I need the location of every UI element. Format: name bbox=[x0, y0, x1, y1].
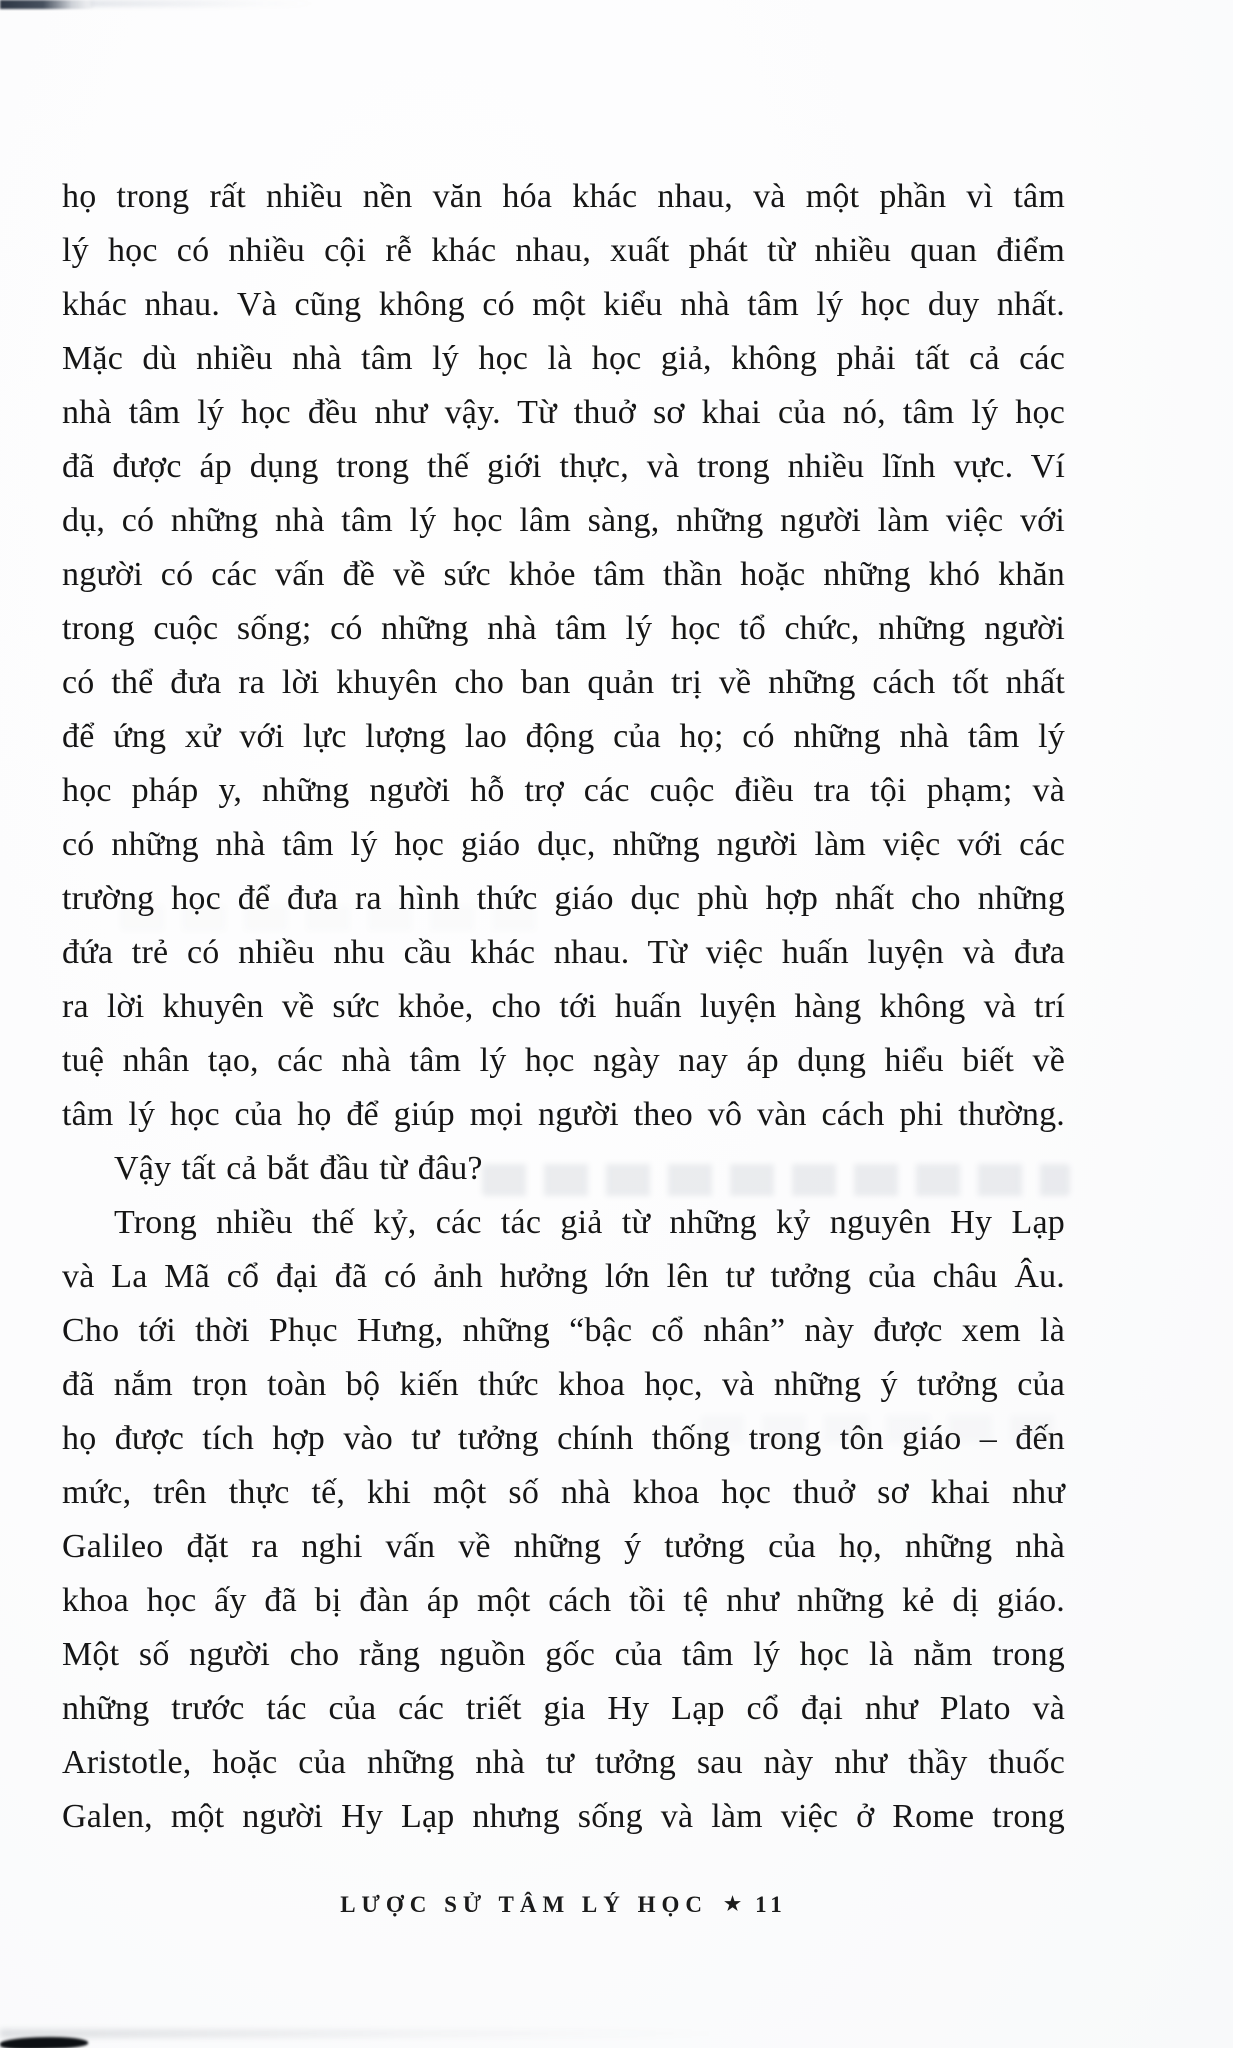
text-line: tuệ nhân tạo, các nhà tâm lý học ngày nay áp dụng hiểu biết về bbox=[62, 1042, 1065, 1079]
body-text bbox=[62, 170, 1065, 1844]
text-line: dụ, có những nhà tâm lý học lâm sàng, những người làm việc với bbox=[62, 502, 1065, 539]
text-line: Trong nhiều thế kỷ, các tác giả từ những kỷ nguyên Hy Lạp bbox=[114, 1204, 1065, 1241]
bleed-through-text bbox=[700, 1415, 1060, 1443]
scan-artifact-bottom-streak bbox=[0, 2029, 920, 2038]
text-line: mức, trên thực tế, khi một số nhà khoa học thuở sơ khai như bbox=[62, 1474, 1065, 1511]
text-line: Vậy tất cả bắt đầu từ đâu? bbox=[114, 1150, 483, 1187]
text-line: học pháp y, những người hỗ trợ các cuộc điều tra tội phạm; và bbox=[62, 772, 1065, 809]
text-line: Galileo đặt ra nghi vấn về những ý tưởng của họ, những nhà bbox=[62, 1528, 1065, 1565]
text-line: trường học để đưa ra hình thức giáo dục phù hợp nhất cho những bbox=[62, 880, 1065, 917]
scan-artifact-top-left-faint bbox=[90, 0, 320, 7]
star-icon: ★ bbox=[724, 1894, 742, 1915]
text-line: người có các vấn đề về sức khỏe tâm thần hoặc những khó khăn bbox=[62, 556, 1065, 593]
text-line: họ trong rất nhiều nền văn hóa khác nhau, và một phần vì tâm bbox=[62, 178, 1065, 215]
bleed-through-text bbox=[482, 1164, 1070, 1196]
text-line: lý học có nhiều cội rễ khác nhau, xuất phát từ nhiều quan điểm bbox=[62, 232, 1065, 269]
text-line: để ứng xử với lực lượng lao động của họ; có những nhà tâm lý bbox=[62, 718, 1065, 755]
text-line: đứa trẻ có nhiều nhu cầu khác nhau. Từ việc huấn luyện và đưa bbox=[62, 934, 1065, 971]
text-line: họ được tích hợp vào tư tưởng chính thống trong tôn giáo – đến bbox=[62, 1420, 1065, 1457]
text-line: nhà tâm lý học đều như vậy. Từ thuở sơ khai của nó, tâm lý học bbox=[62, 394, 1065, 431]
text-line: đã nắm trọn toàn bộ kiến thức khoa học, và những ý tưởng của bbox=[62, 1366, 1065, 1403]
text-line: Một số người cho rằng nguồn gốc của tâm lý học là nằm trong bbox=[62, 1636, 1065, 1673]
text-line: Aristotle, hoặc của những nhà tư tưởng sau này như thầy thuốc bbox=[62, 1744, 1065, 1781]
text-line: Mặc dù nhiều nhà tâm lý học là học giả, không phải tất cả các bbox=[62, 340, 1065, 377]
text-line: có những nhà tâm lý học giáo dục, những người làm việc với các bbox=[62, 826, 1065, 863]
text-line: và La Mã cổ đại đã có ảnh hưởng lớn lên tư tưởng của châu Âu. bbox=[62, 1258, 1065, 1295]
text-line: Cho tới thời Phục Hưng, những “bậc cổ nhân” này được xem là bbox=[62, 1312, 1065, 1349]
text-line: khoa học ấy đã bị đàn áp một cách tồi tệ như những kẻ dị giáo. bbox=[62, 1582, 1065, 1619]
text-line: Galen, một người Hy Lạp nhưng sống và làm việc ở Rome trong bbox=[62, 1798, 1065, 1835]
text-line: tâm lý học của họ để giúp mọi người theo vô vàn cách phi thường. bbox=[62, 1096, 1065, 1133]
text-line: những trước tác của các triết gia Hy Lạp cổ đại như Plato và bbox=[62, 1690, 1065, 1727]
text-line: khác nhau. Và cũng không có một kiểu nhà tâm lý học duy nhất. bbox=[62, 286, 1065, 323]
page-footer bbox=[62, 1892, 1065, 1918]
running-title: LƯỢC SỬ TÂM LÝ HỌC bbox=[340, 1892, 709, 1917]
bleed-through-text bbox=[120, 905, 540, 931]
text-line: có thể đưa ra lời khuyên cho ban quản trị về những cách tốt nhất bbox=[62, 664, 1065, 701]
text-line: trong cuộc sống; có những nhà tâm lý học tổ chức, những người bbox=[62, 610, 1065, 647]
text-line: đã được áp dụng trong thế giới thực, và trong nhiều lĩnh vực. Ví bbox=[62, 448, 1065, 485]
scan-artifact-top-left bbox=[0, 0, 96, 9]
text-line: ra lời khuyên về sức khỏe, cho tới huấn luyện hàng không và trí bbox=[62, 988, 1065, 1025]
page-number: 11 bbox=[755, 1892, 787, 1917]
